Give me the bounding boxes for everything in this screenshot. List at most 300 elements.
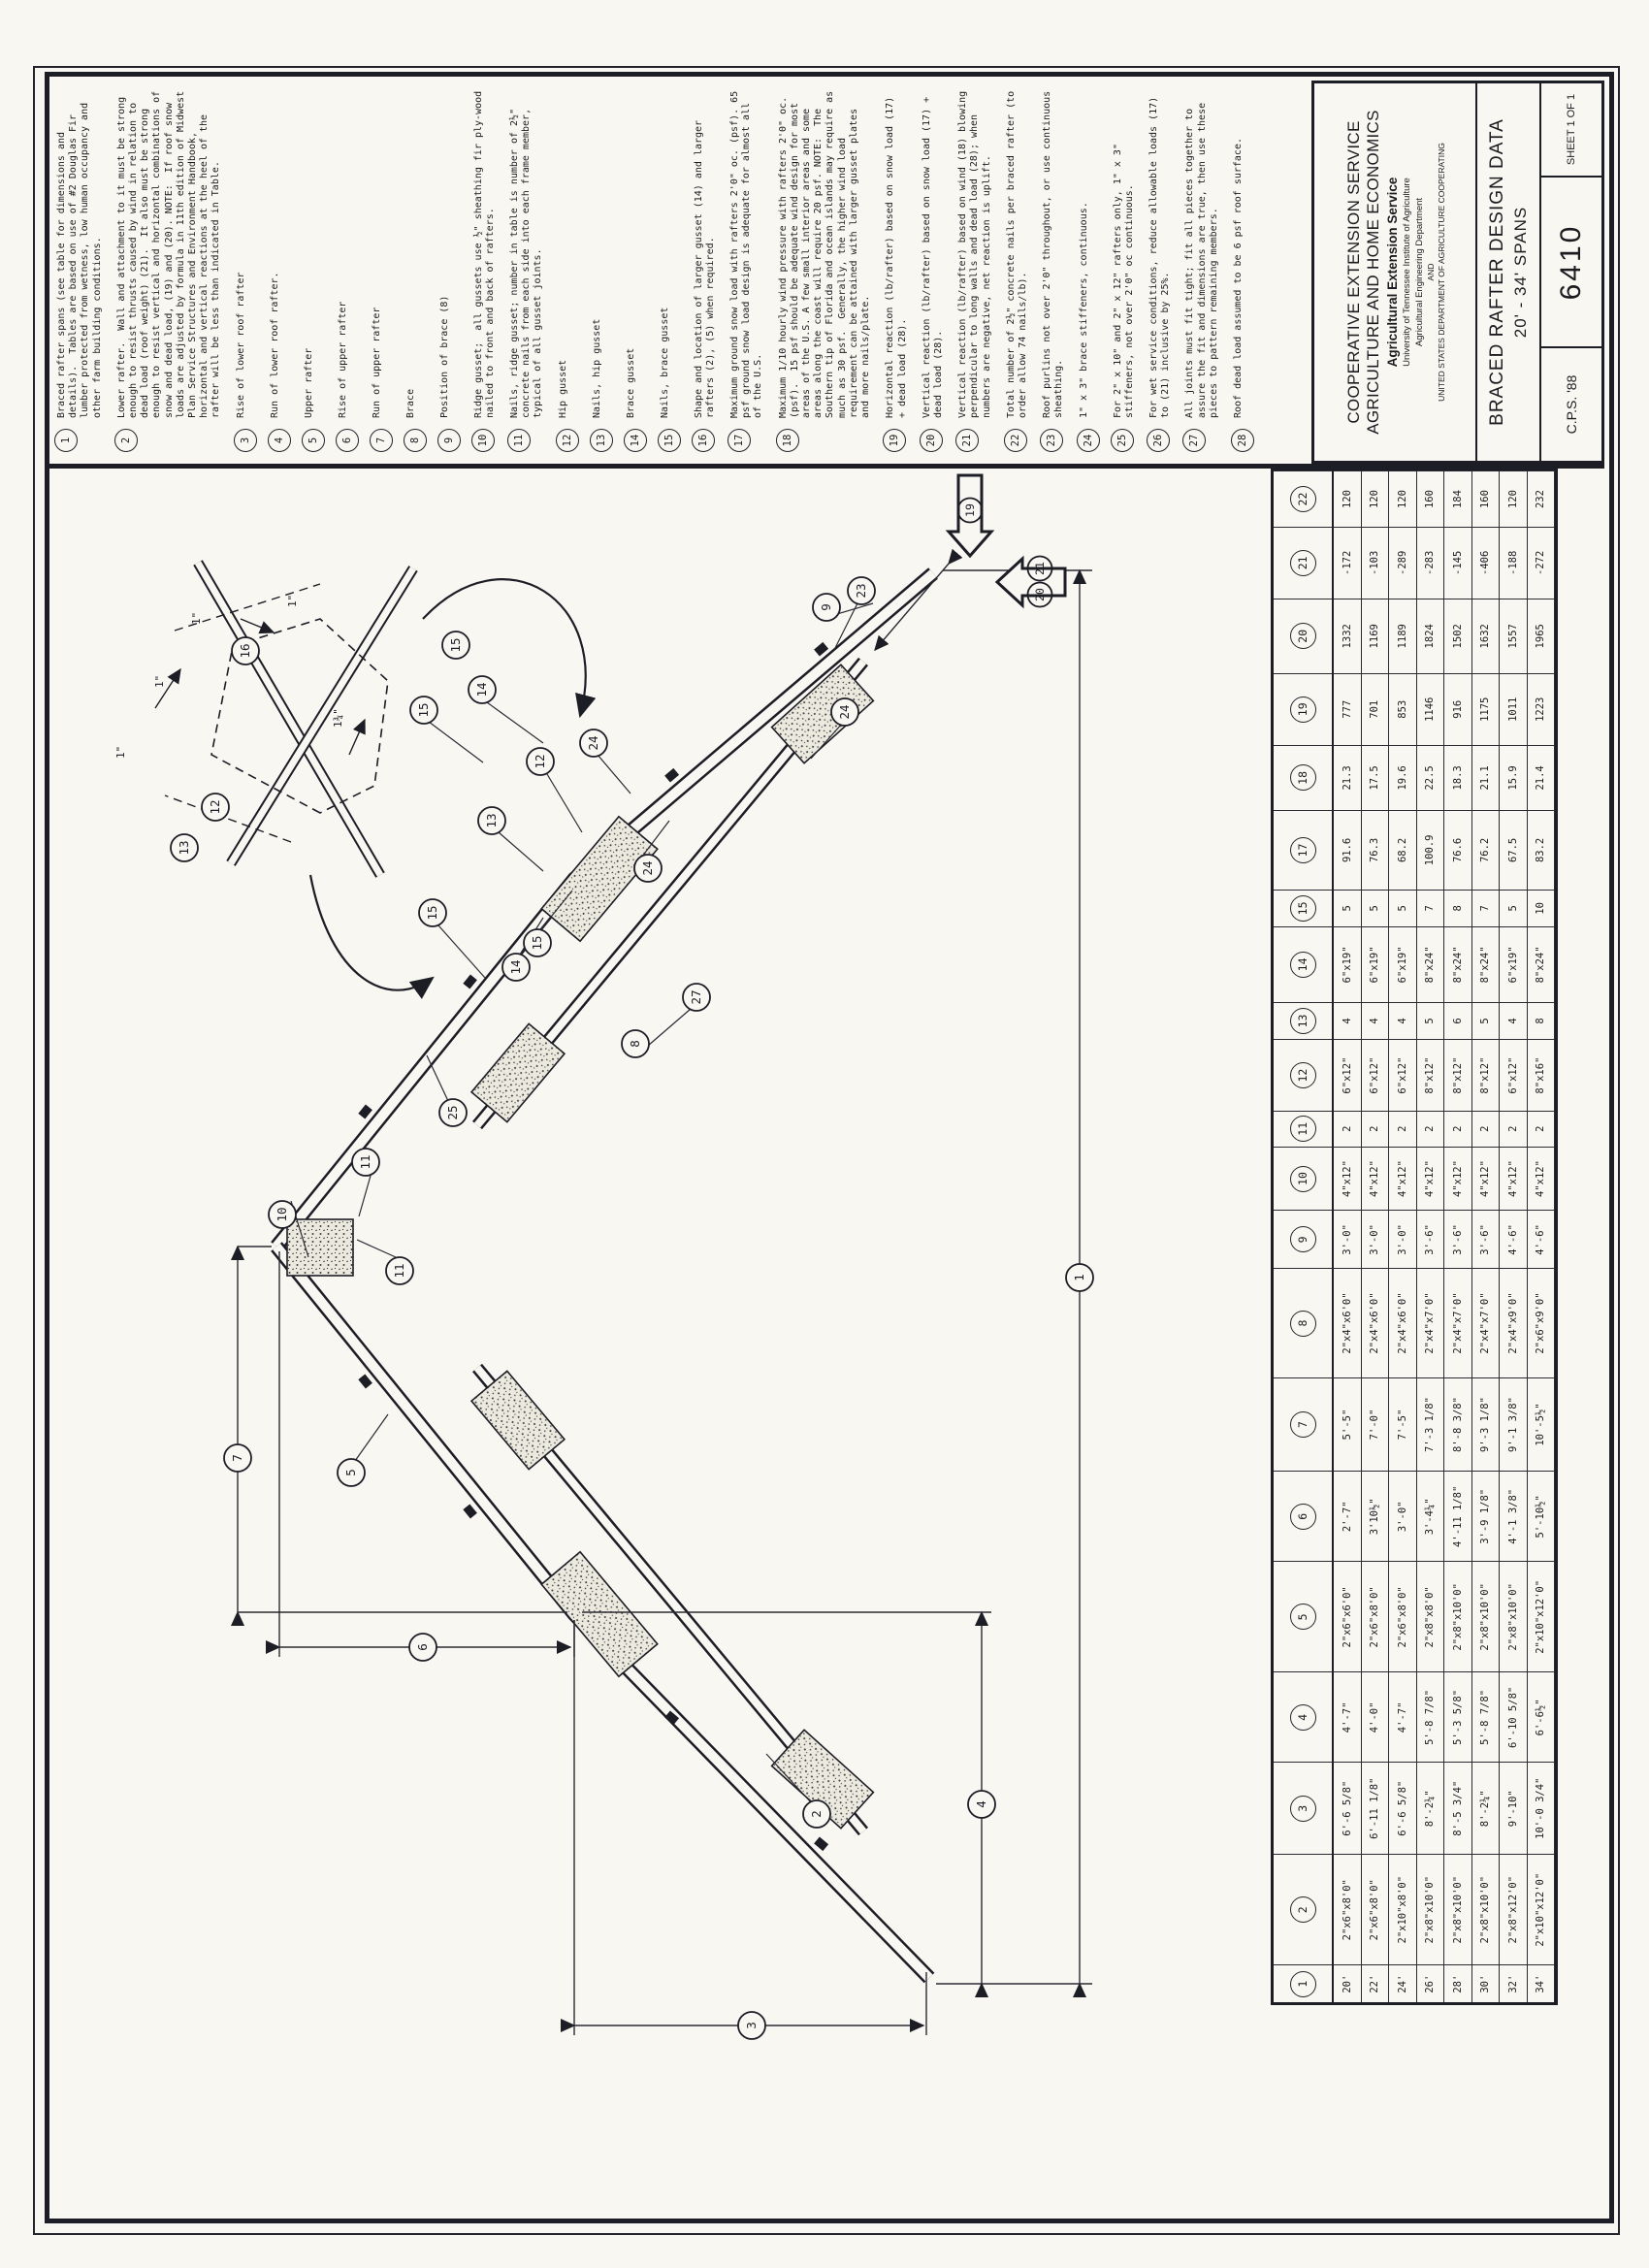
org-line: UNITED STATES DEPARTMENT OF AGRICULTURE COOPERATING — [1436, 143, 1446, 402]
table-cell: -272 — [1528, 527, 1556, 599]
table-cell: 232 — [1528, 470, 1556, 527]
svg-text:14: 14 — [474, 682, 489, 697]
table-header-circle: 7 — [1290, 1411, 1316, 1438]
diagram-label-12 — [202, 794, 229, 821]
svg-text:20: 20 — [1033, 588, 1047, 601]
org-line: AND — [1425, 263, 1436, 281]
note-number-circle: 11 — [507, 429, 531, 452]
note-text: Position of brace (8) — [438, 295, 450, 418]
table-cell: 8"x24" — [1444, 926, 1472, 1001]
note-text: All joints must fit tight; fit all pieces together to assure the fit and dimensions are true, then use these pieces to pattern remaining members. — [1184, 96, 1219, 418]
table-cell: 8"x24" — [1417, 926, 1445, 1001]
table-cell: 6"x12" — [1389, 1039, 1417, 1111]
table-cell: 4"x12" — [1528, 1147, 1556, 1211]
table-header-cell — [1274, 1268, 1334, 1377]
table-cell: 5'-3 5/8" — [1444, 1671, 1472, 1762]
note-number-circle: 21 — [955, 429, 979, 452]
table-cell: 853 — [1389, 673, 1417, 745]
svg-text:3: 3 — [744, 2022, 759, 2029]
table-cell: 67.5 — [1500, 810, 1528, 889]
table-cell: 120 — [1334, 470, 1362, 527]
note-number-circle: 3 — [234, 429, 257, 452]
table-cell: 4"x12" — [1389, 1147, 1417, 1211]
diagram-label-7 — [224, 1444, 251, 1472]
svg-text:15: 15 — [416, 702, 431, 718]
table-cell: 10'-5½" — [1528, 1377, 1556, 1472]
note-number-circle: 13 — [590, 429, 613, 452]
table-header-cell — [1274, 1471, 1334, 1561]
svg-text:10: 10 — [275, 1207, 289, 1222]
diagram-label-1 — [1066, 1264, 1093, 1291]
table-header-circle: 1 — [1290, 1971, 1316, 1997]
table-header-circle: 19 — [1290, 697, 1316, 723]
table-cell: 4"x12" — [1334, 1147, 1362, 1211]
table-cell: 32' — [1500, 1964, 1528, 2002]
table-cell: 8'-2¼" — [1472, 1762, 1501, 1854]
note-number-circle: 27 — [1182, 429, 1206, 452]
note-text: Maximum ground snow load with rafters 2'0" oc. (psf). 65 psf ground snow load design is adequate for almost all of the U.S. — [729, 84, 764, 418]
table-cell: 2"x10"x12'0" — [1528, 1854, 1556, 1964]
table-cell: 6"x19" — [1500, 926, 1528, 1001]
note-number-circle: 20 — [920, 429, 943, 452]
cps-label: C.P.S. '88 — [1541, 346, 1601, 461]
table-cell: 3'-6" — [1444, 1210, 1472, 1268]
table-header-circle: 18 — [1290, 764, 1316, 791]
table-cell: 6"x12" — [1362, 1039, 1390, 1111]
table-cell: 1332 — [1334, 599, 1362, 673]
note-number-circle: 24 — [1077, 429, 1100, 452]
table-cell: 20' — [1334, 1964, 1362, 2002]
table-cell: 2"x8"x10'0" — [1500, 1561, 1528, 1671]
table-header-cell — [1274, 527, 1334, 599]
table-cell: 6"x19" — [1334, 926, 1362, 1001]
note-number-circle: 2 — [114, 429, 138, 452]
table-cell: 1146 — [1417, 673, 1445, 745]
note-item — [1148, 85, 1172, 452]
diagram-label-25 — [439, 1099, 467, 1126]
note-text: 1" x 3" brace stiffeners, continuous. — [1078, 202, 1089, 418]
note-text: Vertical reaction (lb/rafter) based on snow load (17) + dead load (28). — [921, 90, 944, 418]
table-cell: 2"x4"x6'0" — [1389, 1268, 1417, 1377]
svg-text:27: 27 — [689, 989, 703, 1005]
table-header-circle: 22 — [1290, 486, 1316, 512]
drawing-title — [1477, 83, 1541, 461]
table-cell: -283 — [1417, 527, 1445, 599]
table-header-circle: 13 — [1290, 1008, 1316, 1034]
detail-dimension-text: 1" — [190, 611, 203, 625]
note-number-circle: 9 — [437, 429, 461, 452]
table-cell: 9'-1 3/8" — [1500, 1377, 1528, 1472]
table-cell: 4'-6" — [1500, 1210, 1528, 1268]
table-cell: 5 — [1334, 890, 1362, 927]
table-cell: 5 — [1417, 1002, 1445, 1040]
table-cell: 4 — [1362, 1002, 1390, 1040]
note-number-circle: 18 — [776, 429, 799, 452]
note-text: Roof dead load assumed to be 6 psf roof surface. — [1232, 138, 1244, 418]
note-item — [1006, 85, 1029, 452]
table-cell: 8"x12" — [1444, 1039, 1472, 1111]
table-header-circle: 3 — [1290, 1796, 1316, 1822]
diagram-label-15 — [442, 632, 469, 659]
diagram-label-12 — [527, 748, 554, 775]
table-header-cell — [1274, 810, 1334, 889]
table-cell: 1189 — [1389, 599, 1417, 673]
table-header-circle: 6 — [1290, 1504, 1316, 1530]
table-cell: 2"x8"x10'0" — [1472, 1561, 1501, 1671]
table-cell: 1632 — [1472, 599, 1501, 673]
note-number-circle: 22 — [1004, 429, 1027, 452]
note-number-circle: 12 — [556, 429, 579, 452]
table-cell: 3'-0" — [1362, 1210, 1390, 1268]
table-cell: 2"x4"x9'0" — [1500, 1268, 1528, 1377]
note-item — [405, 85, 427, 452]
note-number-circle: 19 — [883, 429, 906, 452]
table-cell: 2"x4"x6'0" — [1334, 1268, 1362, 1377]
table-header-cell — [1274, 1762, 1334, 1854]
rafter-design-table — [1271, 468, 1558, 2005]
table-cell: 1502 — [1444, 599, 1472, 673]
table-header-cell — [1274, 1964, 1334, 2002]
plan-number: 6410 — [1541, 176, 1601, 346]
table-cell: 6'-6 5/8" — [1334, 1762, 1362, 1854]
diagram-label-4 — [968, 1791, 995, 1818]
note-number-circle: 23 — [1040, 429, 1063, 452]
svg-text:24: 24 — [640, 860, 655, 876]
table-cell: 2 — [1500, 1111, 1528, 1147]
table-cell: 4'-1 3/8" — [1500, 1471, 1528, 1561]
note-item — [1079, 85, 1100, 452]
note-number-circle: 14 — [624, 429, 647, 452]
table-cell: 701 — [1362, 673, 1390, 745]
table-cell: 22.5 — [1417, 745, 1445, 811]
table-header-cell — [1274, 926, 1334, 1001]
svg-text:24: 24 — [586, 735, 600, 751]
diagram-label-15 — [524, 929, 551, 956]
table-cell: 30' — [1472, 1964, 1501, 2002]
note-text: Roof purlins not over 2'0" throughout, or use continuous sheathing. — [1042, 84, 1065, 418]
table-cell: 184 — [1444, 470, 1472, 527]
svg-text:2: 2 — [809, 1810, 824, 1818]
note-number-circle: 5 — [302, 429, 325, 452]
table-cell: 8 — [1444, 890, 1472, 927]
detail-dimension-text: 1¾" — [332, 708, 344, 728]
svg-text:11: 11 — [358, 1154, 372, 1170]
table-header-cell — [1274, 1039, 1334, 1111]
table-cell: 5'-8 7/8" — [1417, 1671, 1445, 1762]
table-cell: 7'-5" — [1389, 1377, 1417, 1472]
table-cell: 2"x8"x8'0" — [1417, 1561, 1445, 1671]
diagram-label-14 — [502, 954, 530, 981]
note-item — [592, 85, 613, 452]
note-text: Braced rafter spans (see table for dimensions and details). Tables are based on use of #2 Douglas Fir lumber protected from wetness, low human occupancy and other farm building conditions. — [56, 96, 103, 418]
note-text: Run of upper rafter — [371, 307, 382, 418]
note-text: Vertical reaction (lb/rafter) based on wind (18) blowing perpendicular to long walls and dead load (28); when numbers are negative, net reaction is uplift. — [957, 84, 992, 418]
table-cell: 916 — [1444, 673, 1472, 745]
table-cell: 4'-7" — [1334, 1671, 1362, 1762]
table-cell: 1824 — [1417, 599, 1445, 673]
org-line: Agricultural Engineering Department — [1413, 197, 1425, 347]
table-cell: 3'-0" — [1389, 1210, 1417, 1268]
table-cell: 2 — [1334, 1111, 1362, 1147]
table-header-circle: 4 — [1290, 1704, 1316, 1731]
table-header-cell — [1274, 1210, 1334, 1268]
table-header-cell — [1274, 1002, 1334, 1040]
table-cell: -289 — [1389, 527, 1417, 599]
diagram-label-11 — [352, 1149, 379, 1176]
note-number-circle: 4 — [268, 429, 291, 452]
table-header-cell — [1274, 1854, 1334, 1964]
table-cell: 83.2 — [1528, 810, 1556, 889]
table-cell: 4'-6" — [1528, 1210, 1556, 1268]
table-header-cell — [1274, 599, 1334, 673]
note-item — [509, 85, 545, 452]
note-item — [116, 85, 223, 452]
table-header-circle: 5 — [1290, 1604, 1316, 1630]
note-text: Ridge gusset; all gussets use ½" sheathing fir ply-wood nailed to front and back of rafters. — [472, 84, 496, 418]
note-text: Lower rafter. Wall and attachment to it must be strong enough to resist thrusts caused by wind in relation to dead load (roof weight) (21). It also must be strong enough to resist vertical and horizontal combinations of snow and dead load, (19) and (20). NOTE: If roof snow loads are adjusted by formula in 11th edition of Midwest Plan Service Structures and Environment Handbook, horizontal and vertical reactions at the heel of the rafter will be less than indicated in Table. — [115, 84, 222, 418]
table-cell: 5'-5" — [1334, 1377, 1362, 1472]
table-cell: 5'-8 7/8" — [1472, 1671, 1501, 1762]
table-header-circle: 17 — [1290, 837, 1316, 863]
note-item — [694, 85, 717, 452]
table-cell: 6"x12" — [1500, 1039, 1528, 1111]
table-header-circle: 12 — [1290, 1062, 1316, 1088]
table-cell: 7'-3 1/8" — [1417, 1377, 1445, 1472]
table-cell: 2"x6"x8'0" — [1362, 1561, 1390, 1671]
table-cell: 2 — [1472, 1111, 1501, 1147]
table-cell: 28' — [1444, 1964, 1472, 2002]
table-cell: 2"x6"x8'0" — [1334, 1854, 1362, 1964]
note-item — [729, 85, 765, 452]
table-cell: 7 — [1472, 890, 1501, 927]
table-header-cell — [1274, 470, 1334, 527]
table-cell: 2"x4"x7'0" — [1444, 1268, 1472, 1377]
table-cell: 2"x8"x12'0" — [1500, 1854, 1528, 1964]
table-cell: 2"x8"x10'0" — [1444, 1854, 1472, 1964]
table-cell: 76.6 — [1444, 810, 1472, 889]
diagram-label-3 — [738, 2012, 765, 2039]
table-cell: 4 — [1334, 1002, 1362, 1040]
diagram-label-27 — [683, 984, 710, 1011]
table-cell: 2 — [1528, 1111, 1556, 1147]
svg-text:16: 16 — [238, 643, 252, 659]
table-cell: 6 — [1444, 1002, 1472, 1040]
svg-text:11: 11 — [392, 1263, 406, 1279]
diagram-label-15 — [410, 697, 437, 724]
note-text: Horizontal reaction (lb/rafter) based on snow load (17) + dead load (28). — [885, 90, 908, 418]
note-number-circle: 16 — [692, 429, 715, 452]
title-block-footer — [1541, 83, 1601, 461]
table-cell: 2"x10"x8'0" — [1389, 1854, 1417, 1964]
table-cell: 5 — [1362, 890, 1390, 927]
table-header-cell — [1274, 1377, 1334, 1472]
svg-text:9: 9 — [819, 603, 833, 611]
diagram-label-15 — [419, 899, 446, 926]
table-cell: 8 — [1528, 1002, 1556, 1040]
table-cell: 4"x12" — [1500, 1147, 1528, 1211]
note-text: For wet service conditions, reduce allowable loads (17) to (21) inclusive by 25%. — [1148, 90, 1172, 418]
table-cell: 3'-4¼" — [1417, 1471, 1445, 1561]
table-cell: 8"x12" — [1417, 1039, 1445, 1111]
table-cell: 26' — [1417, 1964, 1445, 2002]
svg-text:4: 4 — [974, 1800, 988, 1808]
note-number-circle: 8 — [404, 429, 427, 452]
table-cell: 2"x6"x9'0" — [1528, 1268, 1556, 1377]
note-number-circle: 25 — [1111, 429, 1134, 452]
note-text: Maximum 1/10 hourly wind pressure with rafters 2'0" oc. (psf). 15 psf should be adequate wind design for most areas of the U.S. A few small interior areas and some areas along the coast will require 20 psf. NOTE: The Southern tip of Florida and ocean islands may require as much as 30 psf. Generally, the higher wind load requirement can be attained with larger gusset plates and more nails/plate. — [777, 84, 872, 418]
note-item — [439, 85, 461, 452]
table-header-circle: 9 — [1290, 1226, 1316, 1252]
svg-text:15: 15 — [448, 637, 463, 653]
table-cell: 17.5 — [1362, 745, 1390, 811]
table-cell: 3'-6" — [1472, 1210, 1501, 1268]
table-cell: 120 — [1362, 470, 1390, 527]
note-number-circle: 17 — [728, 429, 751, 452]
table-cell: 4 — [1389, 1002, 1417, 1040]
table-cell: 8"x24" — [1472, 926, 1501, 1001]
table-cell: 5'-10½" — [1528, 1471, 1556, 1561]
note-number-circle: 15 — [658, 429, 681, 452]
note-text: Nails, hip gusset — [591, 318, 602, 418]
svg-text:1: 1 — [1072, 1274, 1086, 1281]
table-cell: 6"x19" — [1362, 926, 1390, 1001]
table-cell: 24' — [1389, 1964, 1417, 2002]
table-cell: 3'-0" — [1389, 1471, 1417, 1561]
table-cell: 7 — [1417, 890, 1445, 927]
title-block — [1311, 81, 1604, 464]
diagram-label-11 — [386, 1257, 413, 1284]
svg-text:25: 25 — [445, 1105, 460, 1120]
detail-dimension-text: 1" — [286, 594, 299, 607]
table-cell: 2 — [1444, 1111, 1472, 1147]
note-item — [1184, 85, 1220, 452]
table-cell: 4"x12" — [1472, 1147, 1501, 1211]
note-item — [236, 85, 257, 452]
table-cell: 2"x6"x8'0" — [1362, 1854, 1390, 1964]
svg-text:24: 24 — [837, 704, 852, 720]
table-cell: 6'-6 5/8" — [1389, 1762, 1417, 1854]
table-cell: 8"x16" — [1528, 1039, 1556, 1111]
table-cell: 120 — [1389, 470, 1417, 527]
table-cell: 21.4 — [1528, 745, 1556, 811]
table-cell: 2"x8"x10'0" — [1472, 1854, 1501, 1964]
table-header-cell — [1274, 1147, 1334, 1211]
note-item — [338, 85, 359, 452]
table-cell: 19.6 — [1389, 745, 1417, 811]
svg-text:21: 21 — [1033, 562, 1047, 575]
general-notes-list — [56, 85, 1271, 452]
svg-text:15: 15 — [530, 935, 544, 951]
svg-text:12: 12 — [533, 754, 547, 769]
note-number-circle: 6 — [336, 429, 359, 452]
diagram-label-9 — [813, 594, 840, 621]
diagram-label-10 — [269, 1201, 296, 1228]
svg-text:19: 19 — [963, 503, 977, 517]
table-cell: 2"x10"x12'0" — [1528, 1561, 1556, 1671]
detail-dimension-text: 1" — [153, 674, 166, 688]
table-header-cell — [1274, 745, 1334, 811]
note-item — [1042, 85, 1065, 452]
table-cell: 1011 — [1500, 673, 1528, 745]
table-header-cell — [1274, 673, 1334, 745]
note-item — [922, 85, 945, 452]
table-cell: -188 — [1500, 527, 1528, 599]
note-text: Run of lower roof rafter. — [269, 272, 280, 418]
table-cell: 6"x12" — [1334, 1039, 1362, 1111]
note-item — [558, 85, 579, 452]
diagram-label-24 — [580, 729, 607, 757]
table-cell: 4'-7" — [1389, 1671, 1417, 1762]
table-cell: 21.1 — [1472, 745, 1501, 811]
table-cell: 3'10½" — [1362, 1471, 1390, 1561]
table-cell: 8'-8 3/8" — [1444, 1377, 1472, 1472]
table-cell: 4'-11 1/8" — [1444, 1471, 1472, 1561]
table-cell: 2"x8"x10'0" — [1417, 1854, 1445, 1964]
table-cell: 1557 — [1500, 599, 1528, 673]
table-cell: 777 — [1334, 673, 1362, 745]
note-item — [56, 85, 104, 452]
table-header-cell — [1274, 1111, 1334, 1147]
note-number-circle: 28 — [1231, 429, 1254, 452]
table-cell: 2 — [1417, 1111, 1445, 1147]
note-item — [626, 85, 647, 452]
table-cell: 2"x4"x7'0" — [1472, 1268, 1501, 1377]
note-item — [372, 85, 393, 452]
table-cell: 6"x19" — [1389, 926, 1417, 1001]
svg-text:12: 12 — [208, 799, 222, 815]
note-number-circle: 10 — [471, 429, 495, 452]
org-line: COOPERATIVE EXTENSION SERVICE — [1343, 120, 1363, 424]
table-cell: 22' — [1362, 1964, 1390, 2002]
table-cell: 2 — [1389, 1111, 1417, 1147]
diagram-label-5 — [338, 1459, 365, 1486]
table-header-circle: 10 — [1290, 1166, 1316, 1192]
diagram-label-8 — [622, 1030, 649, 1057]
svg-text:8: 8 — [628, 1040, 642, 1048]
table-cell: 8"x24" — [1528, 926, 1556, 1001]
table-cell: 2"x6"x6'0" — [1334, 1561, 1362, 1671]
note-text: Total number of 2½" concrete nails per braced rafter (to order allow 74 nails/lb). — [1005, 84, 1028, 418]
note-item — [1113, 85, 1136, 452]
table-cell: 2"x8"x10'0" — [1444, 1561, 1472, 1671]
table-cell: 4'-0" — [1362, 1671, 1390, 1762]
diagram-label-13 — [478, 807, 505, 834]
note-text: Nails, ridge gusset; number in table is number of 2½" concrete nails from each side into each frame member, typical of all gusset joints. — [509, 102, 544, 418]
table-cell: 5 — [1472, 1002, 1501, 1040]
org-line: AGRICULTURE AND HOME ECONOMICS — [1363, 110, 1382, 435]
table-cell: 1965 — [1528, 599, 1556, 673]
note-number-circle: 1 — [54, 429, 78, 452]
table-header-cell — [1274, 1671, 1334, 1762]
note-text: For 2" x 10" and 2" x 12" rafters only, 1" x 3" stiffeners, not over 2'0" oc continuous. — [1112, 138, 1135, 418]
note-item — [1233, 85, 1254, 452]
table-cell: 21.3 — [1334, 745, 1362, 811]
table-cell: 3'-6" — [1417, 1210, 1445, 1268]
table-header-circle: 15 — [1290, 895, 1316, 922]
note-text: Brace — [404, 388, 416, 418]
note-text: Rise of upper rafter — [337, 301, 348, 418]
diagram-label-24 — [634, 855, 662, 882]
table-header-circle: 14 — [1290, 952, 1316, 978]
table-cell: 10'-0 3/4" — [1528, 1762, 1556, 1854]
diagram-label-16 — [232, 637, 259, 664]
table-cell: 2"x4"x6'0" — [1362, 1268, 1390, 1377]
svg-text:13: 13 — [177, 840, 191, 856]
note-number-circle: 7 — [370, 429, 393, 452]
svg-text:23: 23 — [854, 583, 868, 599]
diagram-label-14 — [469, 676, 496, 703]
svg-text:15: 15 — [425, 905, 439, 921]
